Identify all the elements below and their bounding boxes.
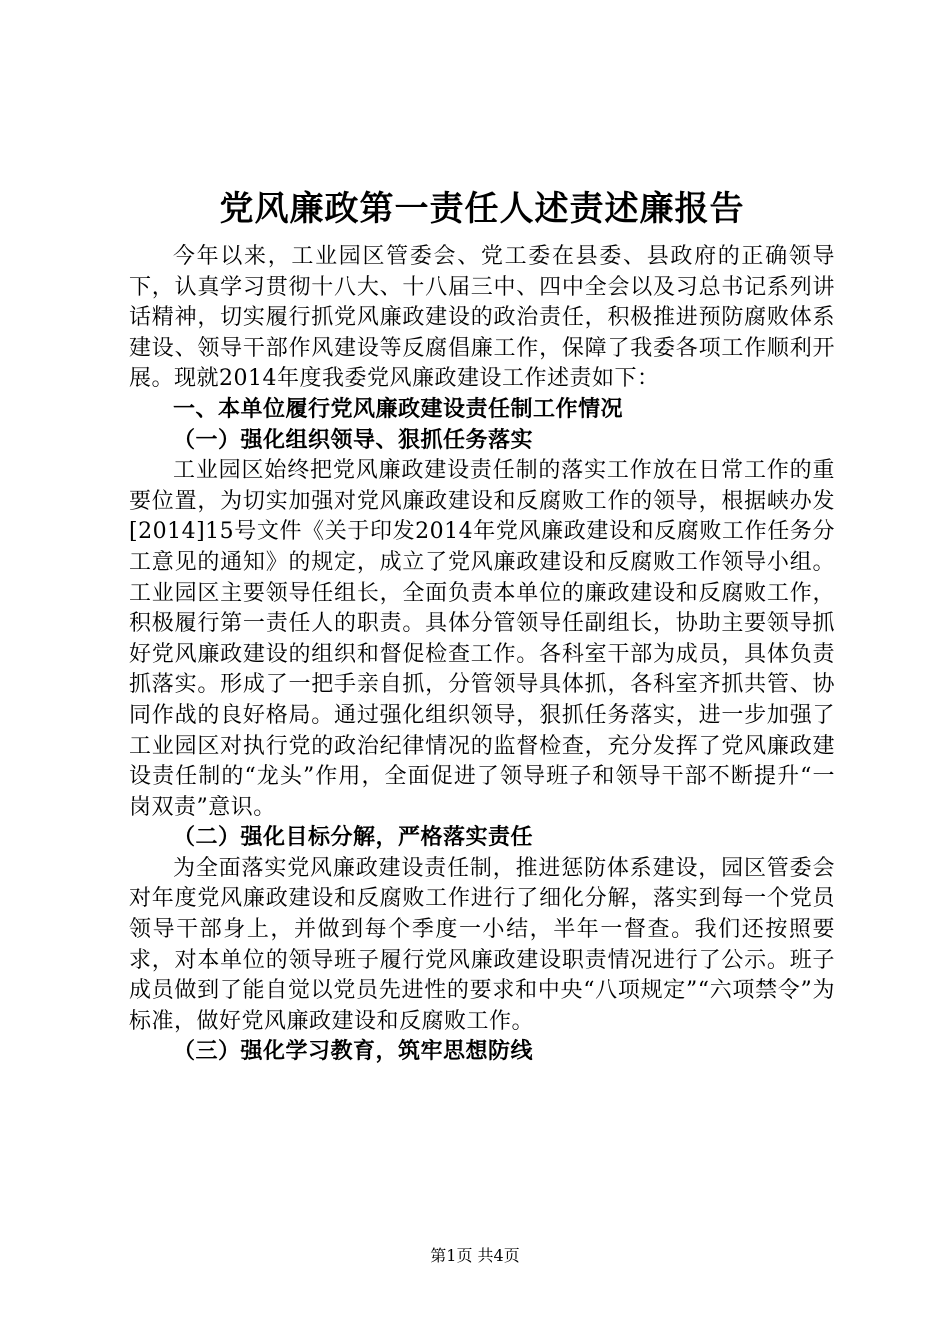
document-title: 党风廉政第一责任人述责述廉报告 [219, 189, 745, 229]
section-heading-1: 一、本单位履行党风廉政建设责任制工作情况 [173, 396, 624, 422]
page-number-footer: 第1页 共4页 [430, 1246, 520, 1265]
document-body [129, 186, 835, 1068]
subsection-heading-2: （二）强化目标分解，严格落实责任 [173, 825, 534, 851]
intro-paragraph: 今年以来，工业园区管委会、党工委在县委、县政府的正确领导下，认真学习贯彻十八大、十八届三中、四中全会以及习总书记系列讲话精神，切实履行抓党风廉政建设的政治责任，积极推进预防腐败体系建设、领导干部作风建设等反腐倡廉工作，保障了我委各项工作顺利开展。现就2014年度我委党风廉政建设工作述责如下： [129, 244, 835, 392]
subsection-heading-3: （三）强化学习教育，筑牢思想防线 [173, 1039, 534, 1065]
subsection-heading-1: （一）强化组织领导、狠抓任务落实 [173, 427, 534, 453]
subsection-2-paragraph: 为全面落实党风廉政建设责任制，推进惩防体系建设，园区管委会对年度党风廉政建设和反腐败工作进行了细化分解，落实到每一个党员领导干部身上，并做到每个季度一小结，半年一督查。我们还按照要求，对本单位的领导班子履行党风廉政建设职责情况进行了公示。班子成员做到了能自觉以党员先进性的要求和中央“八项规定”“六项禁令”为标准，做好党风廉政建设和反腐败工作。 [129, 855, 835, 1034]
subsection-1-paragraph: 工业园区始终把党风廉政建设责任制的落实工作放在日常工作的重要位置，为切实加强对党风廉政建设和反腐败工作的领导，根据峡办发[2014]15号文件《关于印发2014年党风廉政建设和反腐败工作任务分工意见的通知》的规定，成立了党风廉政建设和反腐败工作领导小组。工业园区主要领导任组长，全面负责本单位的廉政建设和反腐败工作，积极履行第一责任人的职责。具体分管领导任副组长，协助主要领导抓好党风廉政建设的组织和督促检查工作。各科室干部为成员，具体负责抓落实。形成了一把手亲自抓，分管领导具体抓，各科室齐抓共管、协同作战的良好格局。通过强化组织领导，狠抓任务落实，进一步加强了工业园区对执行党的政治纪律情况的监督检查，充分发挥了党风廉政建设责任制的“龙头”作用，全面促进了领导班子和领导干部不断提升“一岗双责”意识。 [129, 458, 835, 820]
